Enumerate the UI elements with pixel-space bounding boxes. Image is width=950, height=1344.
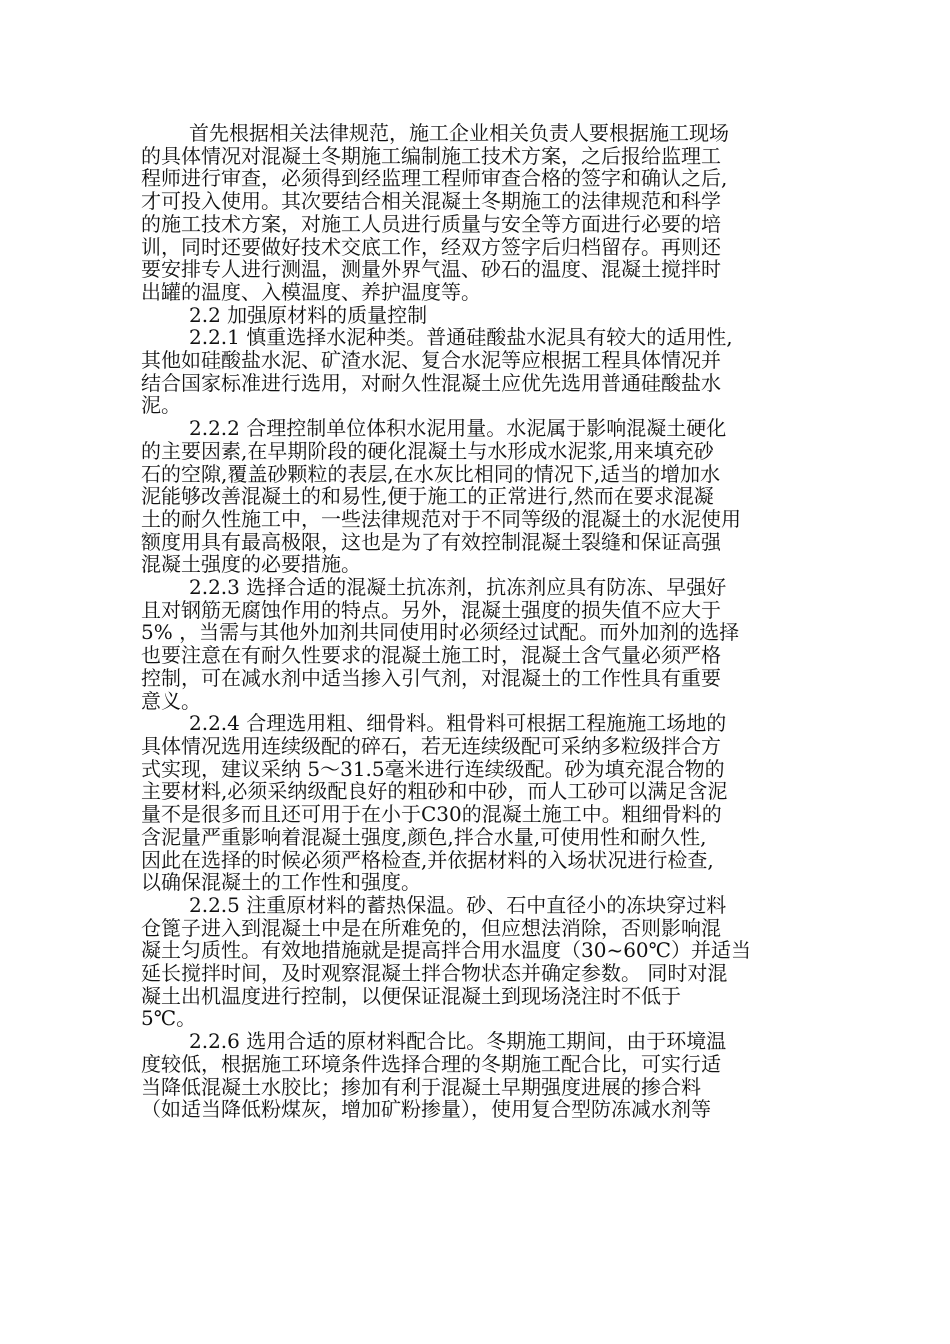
paragraph-intro bbox=[141, 122, 809, 304]
text-line: 2.2.4 合理选用粗、细骨料。粗骨料可根据工程施施工场地的 bbox=[189, 711, 727, 736]
heading-line: 2.2 加强原材料的质量控制 bbox=[189, 302, 428, 327]
paragraph-2-2-1 bbox=[141, 326, 809, 417]
text-line: 2.2.3 选择合适的混凝土抗冻剂，抗冻剂应具有防冻、早强好 bbox=[189, 575, 727, 600]
text-line: 主要材料,必须采纳级配良好的粗砂和中砂，而人工砂可以满足含泥 bbox=[141, 779, 728, 804]
text-line: 含泥量严重影响着混凝土强度,颜色,拌合水量,可使用性和耐久性, bbox=[141, 824, 707, 849]
text-line: 训，同时还要做好技术交底工作，经双方签字后归档留存。再则还 bbox=[141, 234, 721, 259]
text-line: 2.2.5 注重原材料的蓄热保温。砂、石中直径小的冻块穿过料 bbox=[189, 892, 727, 917]
text-line: 2.2.1 慎重选择水泥种类。普通硅酸盐水泥具有较大的适用性, bbox=[189, 325, 733, 350]
text-line: 量不是很多而且还可用于在小于C30的混凝土施工中。粗细骨料的 bbox=[141, 802, 722, 827]
paragraph-2-2-4 bbox=[141, 712, 809, 894]
text-line: 土的耐久性施工中，一些法律规范对于不同等级的混凝土的水泥使用 bbox=[141, 506, 741, 531]
text-line: 的具体情况对混凝土冬期施工编制施工技术方案，之后报给监理工 bbox=[141, 143, 721, 168]
text-line: 的施工技术方案，对施工人员进行质量与安全等方面进行必要的培 bbox=[141, 211, 721, 236]
text-line: 首先根据相关法律规范，施工企业相关负责人要根据施工现场 bbox=[189, 121, 729, 145]
text-line: 控制，可在减水剂中适当掺入引气剂，对混凝土的工作性具有重要 bbox=[141, 665, 721, 690]
document-body bbox=[141, 122, 809, 1121]
text-line: 仓篦子进入到混凝土中是在所难免的，但应想法消除，否则影响混 bbox=[141, 915, 721, 940]
section-heading-2-2 bbox=[141, 304, 809, 327]
text-line: 石的空隙,覆盖砂颗粒的表层,在水灰比相同的情况下,适当的增加水 bbox=[141, 461, 721, 486]
paragraph-2-2-6 bbox=[141, 1030, 809, 1121]
text-line: 混凝土强度的必要措施。 bbox=[141, 552, 361, 577]
text-line: 出罐的温度、入模温度、养护温度等。 bbox=[141, 279, 481, 304]
text-line: 泥。 bbox=[141, 393, 181, 418]
text-line: 5℃。 bbox=[141, 1006, 197, 1031]
text-line: 具体情况选用连续级配的碎石，若无连续级配可采纳多粒级拌合方 bbox=[141, 733, 721, 758]
text-line: 其他如硅酸盐水泥、矿渣水泥、复合水泥等应根据工程具体情况并 bbox=[141, 348, 721, 373]
text-line: 2.2.6 选用合适的原材料配合比。冬期施工期间，由于环境温 bbox=[189, 1029, 727, 1054]
text-line: 要安排专人进行测温，测量外界气温、砂石的温度、混凝土搅拌时 bbox=[141, 257, 721, 282]
text-line: 式实现，建议采纳 5～31.5毫米进行连续级配。砂为填充混合物的 bbox=[141, 756, 725, 781]
text-line: 泥能够改善混凝土的和易性,便于施工的正常进行,然而在要求混凝 bbox=[141, 484, 714, 509]
text-line: 才可投入使用。其次要结合相关混凝土冬期施工的法律规范和科学 bbox=[141, 189, 721, 214]
paragraph-2-2-2 bbox=[141, 417, 809, 576]
text-line: 结合国家标准进行选用，对耐久性混凝土应优先选用普通硅酸盐水 bbox=[141, 370, 721, 395]
text-line: 程师进行审查，必须得到经监理工程师审查合格的签字和确认之后, bbox=[141, 166, 728, 191]
text-line: 也要注意在有耐久性要求的混凝土施工时，混凝土含气量必须严格 bbox=[141, 643, 721, 668]
text-line: 且对钢筋无腐蚀作用的特点。另外，混凝土强度的损失值不应大于 bbox=[141, 597, 721, 622]
text-line: 的主要因素,在早期阶段的硬化混凝土与水形成水泥浆,用来填充砂 bbox=[141, 438, 714, 463]
text-line: 延长搅拌时间，及时观察混凝土拌合物状态并确定参数。 同时对混 bbox=[141, 961, 728, 986]
text-line: 凝土出机温度进行控制，以便保证混凝土到现场浇注时不低于 bbox=[141, 983, 681, 1008]
text-line: 以确保混凝土的工作性和强度。 bbox=[141, 870, 421, 895]
text-line: 额度用具有最高极限，这也是为了有效控制混凝土裂缝和保证高强 bbox=[141, 529, 721, 554]
paragraph-2-2-3 bbox=[141, 576, 809, 712]
text-line: 度较低，根据施工环境条件选择合理的冬期施工配合比，可实行适 bbox=[141, 1051, 721, 1076]
text-line: 凝土匀质性。有效地措施就是提高拌合用水温度（30~60℃）并适当 bbox=[141, 938, 752, 963]
text-line: 5% ，当需与其他外加剂共同使用时必须经过试配。而外加剂的选择 bbox=[141, 620, 740, 645]
text-line: （如适当降低粉煤灰，增加矿粉掺量），使用复合型防冻减水剂等 bbox=[141, 1097, 711, 1122]
text-line: 2.2.2 合理控制单位体积水泥用量。水泥属于影响混凝土硬化 bbox=[189, 416, 727, 441]
paragraph-2-2-5 bbox=[141, 894, 809, 1030]
text-line: 因此在选择的时候必须严格检查,并依据材料的入场状况进行检查, bbox=[141, 847, 714, 872]
text-line: 当降低混凝土水胶比；掺加有利于混凝土早期强度进展的掺合料 bbox=[141, 1074, 701, 1099]
text-line: 意义。 bbox=[141, 688, 201, 713]
